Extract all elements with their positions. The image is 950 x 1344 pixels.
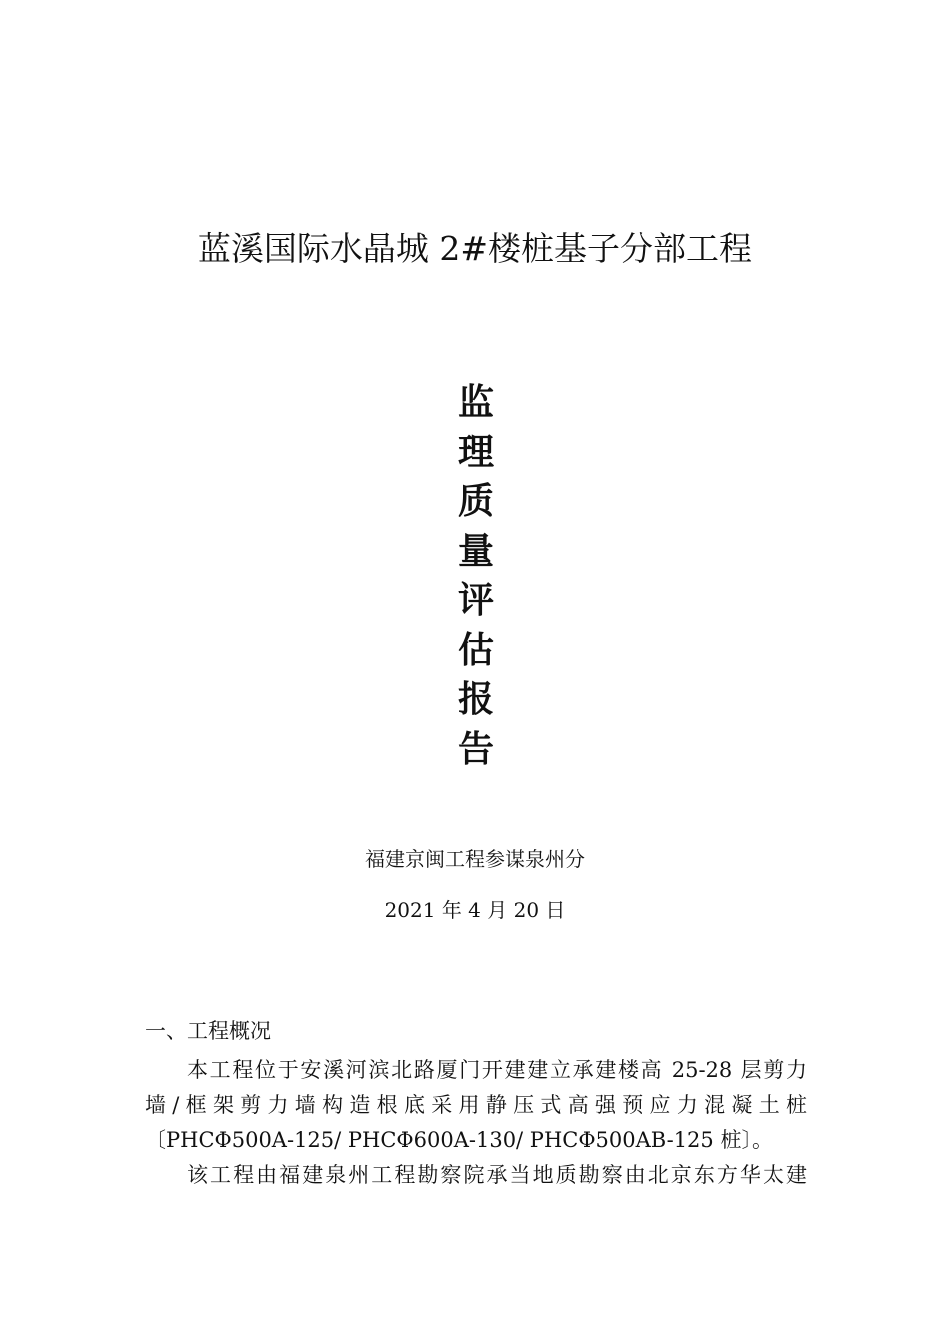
company-name: 福建京闽工程参谋泉州分	[365, 847, 585, 871]
paragraph-line: 本工程位于安溪河滨北路厦门开建建立承建楼高 25-28 层剪力	[187, 1058, 807, 1082]
report-title-char: 监	[457, 382, 494, 423]
report-title-char: 量	[457, 530, 494, 572]
report-title-char: 估	[457, 629, 494, 671]
paragraph-survey	[145, 1158, 807, 1193]
paragraph-line: 〔PHCΦ500A-125/ PHCΦ600A-130/ PHCΦ500AB-125 桩〕。	[145, 1128, 773, 1152]
paragraph-line: 该工程由福建泉州工程勘察院承当地质勘察由北京东方华太建	[187, 1163, 807, 1187]
report-title-char: 质	[457, 481, 494, 522]
report-title-char: 评	[457, 580, 494, 621]
section-heading: 一、工程概况	[145, 1019, 271, 1043]
report-title-char: 告	[457, 728, 494, 770]
report-title-char: 理	[457, 431, 494, 473]
report-date: 2021 年 4 月 20 日	[384, 898, 566, 922]
report-title-char: 报	[457, 679, 494, 720]
paragraph-line: 墙/框架剪力墙构造根底采用静压式高强预应力混凝土桩	[145, 1093, 807, 1117]
report-title	[451, 378, 501, 774]
paragraph-overview	[145, 1053, 807, 1158]
project-title: 蓝溪国际水晶城 2#楼桩基子分部工程	[197, 229, 753, 268]
